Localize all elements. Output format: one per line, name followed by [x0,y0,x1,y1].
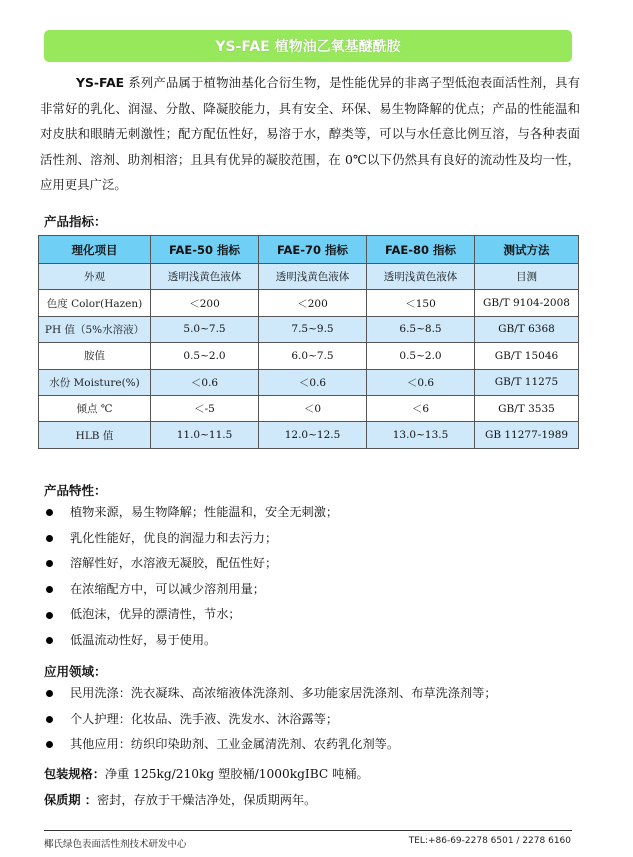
applications-list [44,681,497,758]
table-cell: 透明浅黄色液体 [151,264,259,290]
table-cell: ＜0.6 [367,369,475,395]
table-cell: HLB 值 [39,422,151,448]
table-row [39,369,579,395]
intro-paragraph [40,70,580,198]
table-cell: 5.0~7.5 [151,316,259,342]
feature-text: 植物来源，易生物降解；性能温和，安全无刺激； [70,505,339,519]
table-cell: ＜6 [367,395,475,421]
table-row [39,395,579,421]
shelf-life-text: 密封，存放于干燥洁净处，保质期两年。 [97,793,317,807]
header-test-method: 测试方法 [475,236,579,264]
bullet-icon [46,535,53,542]
table-cell: ＜-5 [151,395,259,421]
bullet-icon [46,560,53,567]
table-cell: GB/T 3535 [475,395,579,421]
table-row [39,264,579,290]
table-cell: 色度 Color(Hazen) [39,290,151,316]
title-banner [44,30,572,62]
spec-section-title: 产品指标： [44,214,107,229]
feature-text: 溶解性好，水溶液无凝胶，配伍性好； [70,556,278,571]
header-fae80: FAE-80 指标 [367,236,475,264]
application-text: 个人护理：化妆品、洗手液、洗发水、沐浴露等； [70,711,339,726]
application-text: 民用洗涤：洗衣凝珠、高浓缩液体洗涤剂、多功能家居洗涤剂、布草洗涤剂等； [70,686,497,700]
footer-phone: TEL:+86-69-2278 6501 / 2278 6160 [408,836,571,846]
list-item [44,500,338,526]
table-cell: ＜0.6 [259,369,367,395]
list-item [44,707,497,733]
list-item [44,681,497,707]
table-cell: GB/T 11275 [475,369,579,395]
shelf-life-line [44,791,316,808]
applications-section-title: 应用领域： [44,664,107,679]
table-cell: 外观 [39,264,151,290]
table-cell: 13.0~13.5 [367,422,475,448]
table-cell: 倾点 ℃ [39,395,151,421]
table-cell: 0.5~2.0 [151,343,259,369]
table-cell: 目测 [475,264,579,290]
footer-divider [44,830,572,831]
packaging-label: 包装规格： [44,767,105,781]
list-item [44,732,497,758]
table-cell: 水份 Moisture(%) [39,369,151,395]
application-text: 其他应用：纺织印染助剂、工业金属清洗剂、农药乳化剂等。 [70,737,400,752]
table-cell: ＜0 [259,395,367,421]
header-fae50: FAE-50 指标 [151,236,259,264]
bullet-icon [46,741,53,748]
table-cell: ＜150 [367,290,475,316]
table-cell: 12.0~12.5 [259,422,367,448]
packaging-text: 净重 125kg/210kg 塑胶桶/1000kgIBC 吨桶。 [104,767,369,781]
list-item [44,602,338,628]
spec-header-row [39,236,579,264]
table-cell: GB/T 15046 [475,343,579,369]
table-cell: ＜200 [151,290,259,316]
feature-text: 乳化性能好，优良的润湿力和去污力； [70,530,278,545]
footer-company: 椰氏绿色表面活性剂技术研发中心 [44,839,187,850]
table-row [39,422,579,448]
bullet-icon [46,716,53,723]
table-cell: ＜200 [259,290,367,316]
table-cell: 7.5~9.5 [259,316,367,342]
bullet-icon [46,612,53,619]
header-fae70: FAE-70 指标 [259,236,367,264]
table-cell: 透明浅黄色液体 [367,264,475,290]
document-title: YS-FAE 植物油乙氧基醚酰胺 [215,39,401,55]
list-item [44,526,338,552]
list-item [44,551,338,577]
table-cell: 6.0~7.5 [259,343,367,369]
features-list [44,500,338,654]
feature-text: 低泡沫，优异的漂清性，节水； [70,607,241,622]
table-cell: 11.0~11.5 [151,422,259,448]
list-item [44,628,338,654]
list-item [44,577,338,603]
bullet-icon [46,637,53,644]
table-cell: 0.5~2.0 [367,343,475,369]
table-cell: GB/T 9104-2008 [475,290,579,316]
table-cell: PH 值（5%水溶液） [39,316,151,342]
table-cell: GB 11277-1989 [475,422,579,448]
bullet-icon [46,586,53,593]
table-cell: 透明浅黄色液体 [259,264,367,290]
feature-text: 低温流动性好，易于使用。 [70,632,217,647]
feature-text: 在浓缩配方中，可以减少溶剂用量； [70,581,265,596]
bullet-icon [46,690,53,697]
intro-text: 系列产品属于植物油基化合衍生物，是性能优异的非离子型低泡表面活性剂，具有非常好的乳化、润湿、分散、降凝胶能力，具有安全、环保、易生物降解的优点；产品的性能温和对皮肤和眼睛无刺激性；配方配伍性好，易溶于水，醇类等，可以与水任意比例互溶，与各种表面活性剂、溶剂、助剂相溶；且具有优异的凝胶范围，在 0℃以下仍然具有良好的流动性及均一性，应用更具广泛。 [40,75,580,192]
intro-brand: YS-FAE [76,75,125,90]
table-cell: 6.5~8.5 [367,316,475,342]
table-row [39,290,579,316]
table-row [39,316,579,342]
shelf-life-label: 保质期 ： [44,793,97,807]
table-row [39,343,579,369]
features-section-title: 产品特性： [44,483,107,498]
bullet-icon [46,509,53,516]
spec-table [38,235,579,449]
table-cell: ＜0.6 [151,369,259,395]
packaging-line [44,765,369,782]
table-cell: 胺值 [39,343,151,369]
table-cell: GB/T 6368 [475,316,579,342]
header-item: 理化项目 [39,236,151,264]
